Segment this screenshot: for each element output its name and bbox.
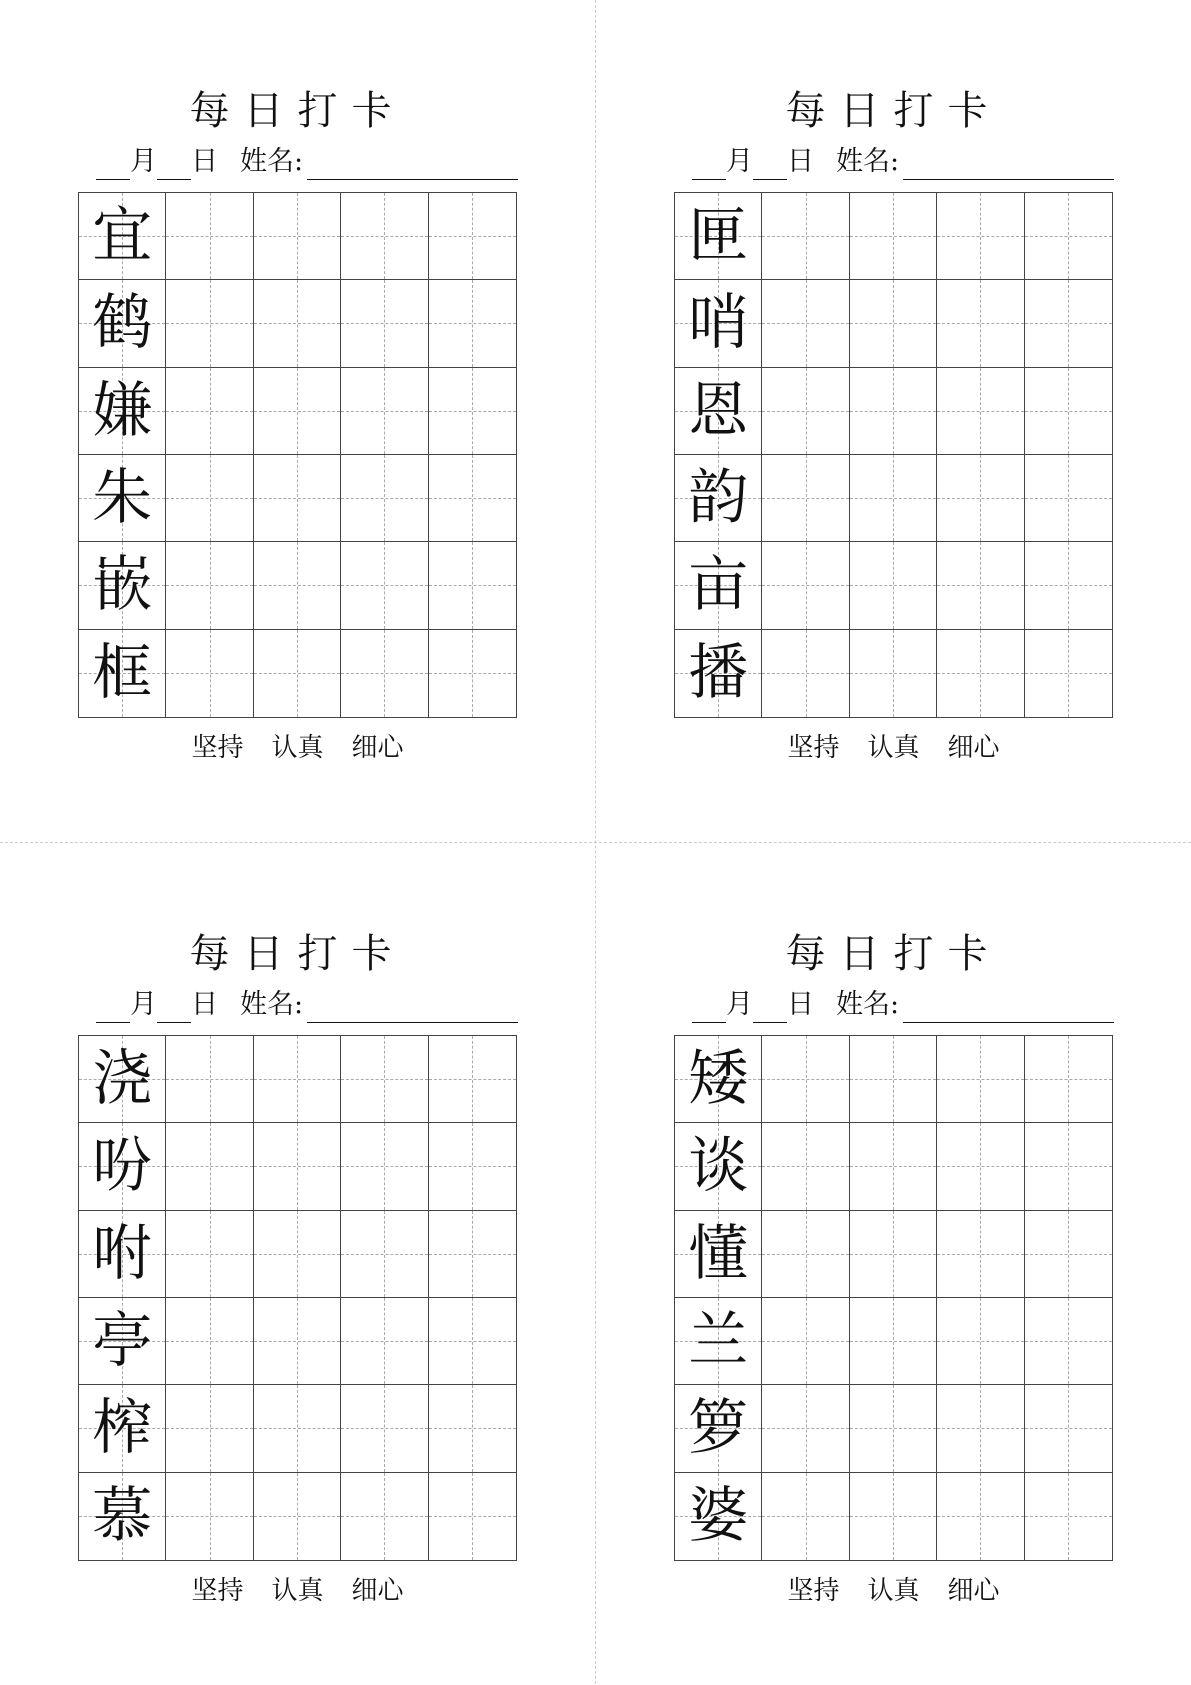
practice-cell[interactable] — [850, 1298, 937, 1385]
model-character: 朱 — [92, 463, 153, 534]
practice-cell[interactable] — [1025, 1211, 1112, 1298]
day-label: 日 — [787, 146, 814, 177]
practice-cell[interactable] — [166, 368, 253, 455]
practice-cell[interactable] — [166, 542, 253, 629]
model-character-cell — [79, 1123, 166, 1210]
practice-cell[interactable] — [762, 455, 849, 542]
practice-cell[interactable] — [1025, 1385, 1112, 1472]
practice-cell[interactable] — [341, 1123, 428, 1210]
model-character: 宜 — [92, 201, 153, 272]
practice-cell[interactable] — [429, 368, 516, 455]
practice-cell[interactable] — [850, 1211, 937, 1298]
tianzige-grid — [674, 1035, 1113, 1561]
practice-cell[interactable] — [254, 1123, 341, 1210]
practice-cell[interactable] — [341, 193, 428, 280]
motto-word: 细心 — [351, 733, 404, 763]
name-blank[interactable] — [307, 992, 518, 1023]
practice-cell[interactable] — [254, 368, 341, 455]
practice-cell[interactable] — [762, 1036, 849, 1123]
model-character: 嫌 — [92, 375, 153, 446]
model-character: 浇 — [92, 1044, 153, 1115]
model-character-cell — [675, 1385, 762, 1472]
practice-cell[interactable] — [762, 368, 849, 455]
model-character: 韵 — [688, 463, 749, 534]
model-character-cell — [675, 280, 762, 367]
card-title: 每日打卡 — [189, 931, 406, 977]
model-character: 亩 — [688, 550, 749, 621]
model-character: 兰 — [688, 1306, 749, 1377]
practice-cell[interactable] — [429, 1036, 516, 1123]
month-blank[interactable] — [692, 992, 726, 1023]
practice-cell[interactable] — [762, 1385, 849, 1472]
model-character-cell — [79, 455, 166, 542]
month-label: 月 — [130, 989, 157, 1020]
practice-cell[interactable] — [254, 630, 341, 717]
date-name-line — [96, 987, 518, 1023]
practice-cell[interactable] — [762, 280, 849, 367]
practice-cell[interactable] — [429, 1385, 516, 1472]
practice-cell[interactable] — [850, 630, 937, 717]
name-blank[interactable] — [903, 149, 1114, 180]
practice-cell[interactable] — [254, 455, 341, 542]
practice-cell[interactable] — [341, 1211, 428, 1298]
practice-cell[interactable] — [341, 1385, 428, 1472]
practice-cell[interactable] — [937, 193, 1024, 280]
motto-word: 细心 — [351, 1576, 404, 1606]
practice-cell[interactable] — [429, 1298, 516, 1385]
practice-cell[interactable] — [937, 1298, 1024, 1385]
model-character: 哨 — [688, 288, 749, 359]
practice-cell[interactable] — [429, 542, 516, 629]
model-character: 婆 — [688, 1481, 749, 1552]
practice-cell[interactable] — [762, 1298, 849, 1385]
tianzige-grid — [674, 192, 1113, 718]
practice-cell[interactable] — [762, 1123, 849, 1210]
practice-cell[interactable] — [1025, 1473, 1112, 1560]
practice-cell[interactable] — [1025, 1036, 1112, 1123]
model-character-cell — [675, 368, 762, 455]
model-character: 吩 — [92, 1131, 153, 1202]
practice-card — [596, 0, 1191, 842]
name-blank[interactable] — [307, 149, 518, 180]
practice-cell[interactable] — [937, 368, 1024, 455]
model-character-cell — [675, 630, 762, 717]
model-character-cell — [79, 368, 166, 455]
model-character-cell — [79, 280, 166, 367]
practice-cell[interactable] — [429, 193, 516, 280]
practice-cell[interactable] — [762, 630, 849, 717]
practice-cell[interactable] — [850, 280, 937, 367]
month-blank[interactable] — [96, 992, 130, 1023]
model-character-cell — [675, 1123, 762, 1210]
card-title: 每日打卡 — [785, 88, 1002, 134]
name-label: 姓名: — [836, 989, 900, 1020]
practice-cell[interactable] — [762, 193, 849, 280]
model-character: 匣 — [688, 201, 749, 272]
model-character: 鹤 — [92, 288, 153, 359]
practice-cell[interactable] — [341, 1473, 428, 1560]
motto-word: 细心 — [947, 1576, 1000, 1606]
model-character-cell — [79, 1211, 166, 1298]
model-character-cell — [675, 542, 762, 629]
model-character: 框 — [92, 638, 153, 709]
model-character: 箩 — [688, 1393, 749, 1464]
practice-card — [596, 843, 1191, 1685]
day-blank[interactable] — [157, 992, 191, 1023]
model-character-cell — [79, 193, 166, 280]
model-character-cell — [675, 1473, 762, 1560]
date-name-line — [692, 987, 1114, 1023]
practice-cell[interactable] — [937, 1036, 1024, 1123]
practice-cell[interactable] — [166, 193, 253, 280]
practice-cell[interactable] — [341, 1298, 428, 1385]
practice-cell[interactable] — [254, 542, 341, 629]
practice-cell[interactable] — [762, 1473, 849, 1560]
practice-cell[interactable] — [429, 1211, 516, 1298]
motto-word: 细心 — [947, 733, 1000, 763]
practice-cell[interactable] — [341, 368, 428, 455]
practice-cell[interactable] — [850, 455, 937, 542]
practice-cell[interactable] — [1025, 280, 1112, 367]
model-character-cell — [675, 1298, 762, 1385]
practice-cell[interactable] — [254, 1385, 341, 1472]
practice-cell[interactable] — [341, 542, 428, 629]
model-character-cell — [675, 1036, 762, 1123]
practice-cell[interactable] — [850, 368, 937, 455]
model-character: 榨 — [92, 1393, 153, 1464]
practice-cell[interactable] — [341, 630, 428, 717]
name-blank[interactable] — [903, 992, 1114, 1023]
motto-word: 坚持 — [191, 1576, 244, 1606]
motto-word: 坚持 — [191, 733, 244, 763]
practice-cell[interactable] — [762, 542, 849, 629]
practice-cell[interactable] — [850, 1036, 937, 1123]
practice-cell[interactable] — [937, 1473, 1024, 1560]
practice-cell[interactable] — [850, 542, 937, 629]
motto-footer — [78, 1573, 517, 1609]
day-blank[interactable] — [753, 149, 787, 180]
month-label: 月 — [726, 146, 753, 177]
practice-cell[interactable] — [937, 280, 1024, 367]
month-label: 月 — [726, 989, 753, 1020]
practice-cell[interactable] — [166, 1385, 253, 1472]
practice-cell[interactable] — [850, 1385, 937, 1472]
model-character-cell — [79, 630, 166, 717]
practice-cell[interactable] — [429, 1473, 516, 1560]
practice-cell[interactable] — [429, 280, 516, 367]
name-label: 姓名: — [836, 146, 900, 177]
practice-cell[interactable] — [429, 1123, 516, 1210]
practice-cell[interactable] — [850, 1123, 937, 1210]
practice-cell[interactable] — [429, 455, 516, 542]
day-blank[interactable] — [157, 149, 191, 180]
model-character-cell — [675, 455, 762, 542]
practice-cell[interactable] — [254, 193, 341, 280]
practice-cell[interactable] — [1025, 630, 1112, 717]
model-character-cell — [79, 1298, 166, 1385]
practice-cell[interactable] — [166, 1473, 253, 1560]
practice-cell[interactable] — [341, 280, 428, 367]
tianzige-grid — [78, 1035, 517, 1561]
motto-footer — [78, 730, 517, 766]
day-label: 日 — [191, 146, 218, 177]
model-character: 恩 — [688, 375, 749, 446]
practice-cell[interactable] — [1025, 1123, 1112, 1210]
practice-cell[interactable] — [937, 542, 1024, 629]
model-character: 矮 — [688, 1044, 749, 1115]
practice-cell[interactable] — [166, 630, 253, 717]
practice-cell[interactable] — [254, 1211, 341, 1298]
practice-cell[interactable] — [937, 1211, 1024, 1298]
practice-cell[interactable] — [254, 280, 341, 367]
practice-cell[interactable] — [1025, 455, 1112, 542]
practice-cell[interactable] — [850, 1473, 937, 1560]
motto-word: 认真 — [867, 733, 920, 763]
practice-card — [0, 0, 595, 842]
practice-cell[interactable] — [254, 1298, 341, 1385]
date-name-line — [692, 144, 1114, 180]
model-character: 咐 — [92, 1218, 153, 1289]
practice-cell[interactable] — [166, 1211, 253, 1298]
practice-cell[interactable] — [429, 630, 516, 717]
model-character-cell — [79, 1385, 166, 1472]
practice-cell[interactable] — [1025, 193, 1112, 280]
motto-word: 认真 — [271, 1576, 324, 1606]
day-blank[interactable] — [753, 992, 787, 1023]
motto-footer — [674, 730, 1113, 766]
practice-cell[interactable] — [937, 455, 1024, 542]
practice-cell[interactable] — [762, 1211, 849, 1298]
model-character-cell — [675, 1211, 762, 1298]
practice-cell[interactable] — [166, 1123, 253, 1210]
practice-cell[interactable] — [1025, 542, 1112, 629]
card-title: 每日打卡 — [785, 931, 1002, 977]
name-label: 姓名: — [240, 146, 304, 177]
month-label: 月 — [130, 146, 157, 177]
model-character: 懂 — [688, 1218, 749, 1289]
practice-cell[interactable] — [937, 1385, 1024, 1472]
day-label: 日 — [191, 989, 218, 1020]
practice-cell[interactable] — [937, 630, 1024, 717]
practice-card — [0, 843, 595, 1685]
practice-cell[interactable] — [166, 455, 253, 542]
model-character: 慕 — [92, 1481, 153, 1552]
model-character-cell — [79, 1473, 166, 1560]
practice-cell[interactable] — [166, 1298, 253, 1385]
practice-cell[interactable] — [166, 1036, 253, 1123]
practice-cell[interactable] — [850, 193, 937, 280]
motto-word: 坚持 — [787, 733, 840, 763]
day-label: 日 — [787, 989, 814, 1020]
practice-cell[interactable] — [341, 1036, 428, 1123]
month-blank[interactable] — [692, 149, 726, 180]
model-character-cell — [79, 1036, 166, 1123]
model-character: 嵌 — [92, 550, 153, 621]
model-character: 谈 — [688, 1131, 749, 1202]
motto-word: 坚持 — [787, 1576, 840, 1606]
tianzige-grid — [78, 192, 517, 718]
name-label: 姓名: — [240, 989, 304, 1020]
practice-cell[interactable] — [1025, 1298, 1112, 1385]
model-character: 播 — [688, 638, 749, 709]
practice-cell[interactable] — [341, 455, 428, 542]
practice-cell[interactable] — [254, 1036, 341, 1123]
model-character: 亭 — [92, 1306, 153, 1377]
practice-cell[interactable] — [1025, 368, 1112, 455]
practice-cell[interactable] — [937, 1123, 1024, 1210]
motto-footer — [674, 1573, 1113, 1609]
model-character-cell — [79, 542, 166, 629]
month-blank[interactable] — [96, 149, 130, 180]
model-character-cell — [675, 193, 762, 280]
motto-word: 认真 — [867, 1576, 920, 1606]
card-title: 每日打卡 — [189, 88, 406, 134]
date-name-line — [96, 144, 518, 180]
motto-word: 认真 — [271, 733, 324, 763]
practice-cell[interactable] — [254, 1473, 341, 1560]
practice-cell[interactable] — [166, 280, 253, 367]
